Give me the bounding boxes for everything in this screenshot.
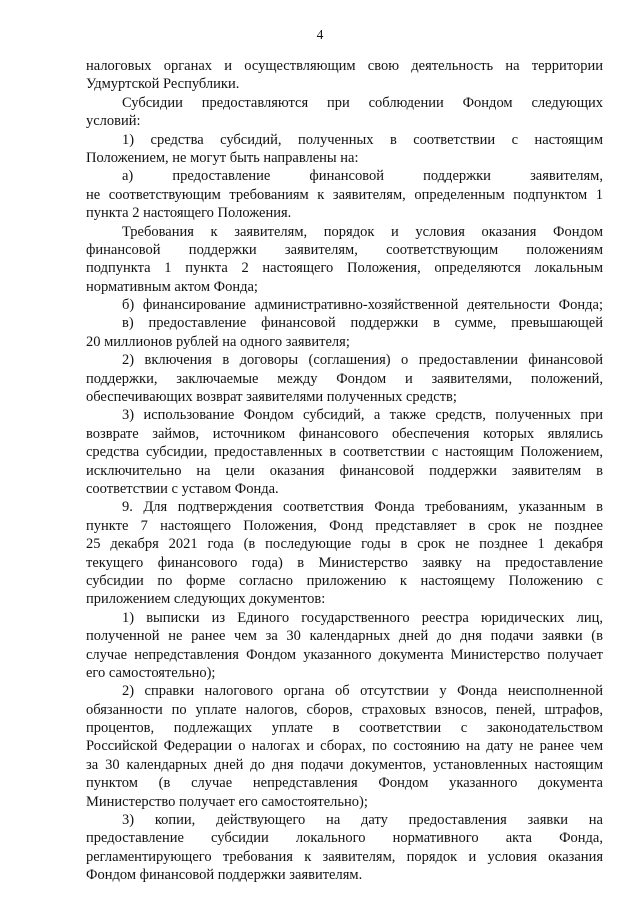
- text-line: Фондом финансовой поддержки заявителям.: [86, 867, 363, 884]
- text-line: Удмуртской Республики.: [86, 76, 240, 93]
- text-line: предоставление субсидии локального нормативного акта Фонда,: [86, 830, 603, 847]
- text-line: полученной не ранее чем за 30 календарных дней до дня подачи заявки (в: [86, 628, 603, 645]
- text-line: 2) справки налогового органа об отсутствии у Фонда неисполненной: [122, 683, 603, 700]
- page-number: 4: [316, 27, 324, 42]
- text-line: исключительно на цели оказания финансовой поддержки заявителям в: [86, 462, 603, 479]
- text-line: субсидии по форме согласно приложению к настоящему Положению с: [86, 572, 603, 589]
- text-line: подпункта 1 пункта 2 настоящего Положения, определяются локальным: [86, 260, 603, 277]
- text-line: возврате займов, источником финансового обеспечения которых являлись: [86, 425, 603, 442]
- text-line: Требования к заявителям, порядок и условия оказания Фондом: [122, 223, 603, 240]
- text-line: пункта 2 настоящего Положения.: [86, 205, 292, 222]
- text-line: за 30 календарных дней до дня подачи документов, установленных настоящим: [86, 756, 603, 773]
- text-line: процентов, подлежащих уплате в соответствии с законодательством: [86, 720, 603, 737]
- text-line: средства субсидии, предоставленных в соответствии с настоящим Положением,: [86, 444, 603, 461]
- text-line: 2) включения в договоры (соглашения) о предоставлении финансовой: [122, 352, 603, 369]
- text-line: нормативным актом Фонда;: [86, 278, 258, 295]
- text-line: Субсидии предоставляются при соблюдении Фондом следующих: [122, 94, 603, 111]
- text-line: не соответствующим требованиям к заявителям, определенным подпунктом 1: [86, 186, 603, 203]
- text-line: приложением следующих документов:: [86, 591, 326, 608]
- text-line: 25 декабря 2021 года (в последующие годы в срок не позднее 1 декабря: [86, 536, 603, 553]
- text-line: 9. Для подтверждения соответствия Фонда требованиям, указанным в: [122, 499, 603, 516]
- text-line: налоговых органах и осуществляющим свою деятельность на территории: [86, 58, 603, 74]
- text-line: 1) средства субсидий, полученных в соответствии с настоящим: [122, 131, 603, 148]
- text-line: поддержки, заключаемые между Фондом и заявителями, положений,: [86, 370, 603, 387]
- text-line: обеспечивающих возврат заявителями полученных средств;: [86, 389, 457, 406]
- text-line: условий:: [86, 113, 141, 130]
- document-body: [86, 57, 603, 885]
- text-line: 3) использование Фондом субсидий, а также средств, полученных при: [122, 407, 603, 424]
- text-line: в) предоставление финансовой поддержки в сумме, превышающей: [122, 315, 603, 332]
- text-line: б) финансирование административно-хозяйственной деятельности Фонда;: [122, 297, 603, 314]
- text-line: регламентирующего требования к заявителям, порядок и условия оказания: [86, 848, 603, 865]
- text-line: обязанности по уплате налогов, сборов, страховых взносов, пеней, штрафов,: [86, 701, 603, 718]
- text-line: пунктом (в случае непредставления Фондом указанного документа: [86, 775, 603, 792]
- text-line: а) предоставление финансовой поддержки заявителям,: [122, 168, 603, 185]
- text-line: 20 миллионов рублей на одного заявителя;: [86, 333, 350, 350]
- text-line: 3) копии, действующего на дату предоставления заявки на: [122, 812, 603, 829]
- text-line: текущего финансового года) в Министерство заявку на предоставление: [86, 554, 603, 571]
- text-line: 1) выписки из Единого государственного реестра юридических лиц,: [122, 609, 603, 626]
- text-line: Министерство получает его самостоятельно);: [86, 793, 368, 810]
- text-line: финансовой поддержки заявителям, соответствующим положениям: [86, 241, 603, 258]
- text-line: случае непредставления Фондом указанного документа Министерство получает: [86, 646, 603, 663]
- text-line: его самостоятельно);: [86, 664, 216, 681]
- text-line: пункте 7 настоящего Положения, Фонд представляет в срок не позднее: [86, 517, 603, 534]
- text-line: Положением, не могут быть направлены на:: [86, 149, 359, 166]
- text-line: соответствии с уставом Фонда.: [86, 480, 279, 497]
- text-line: Российской Федерации о налогах и сборах, по состоянию на дату не ранее чем: [86, 738, 603, 755]
